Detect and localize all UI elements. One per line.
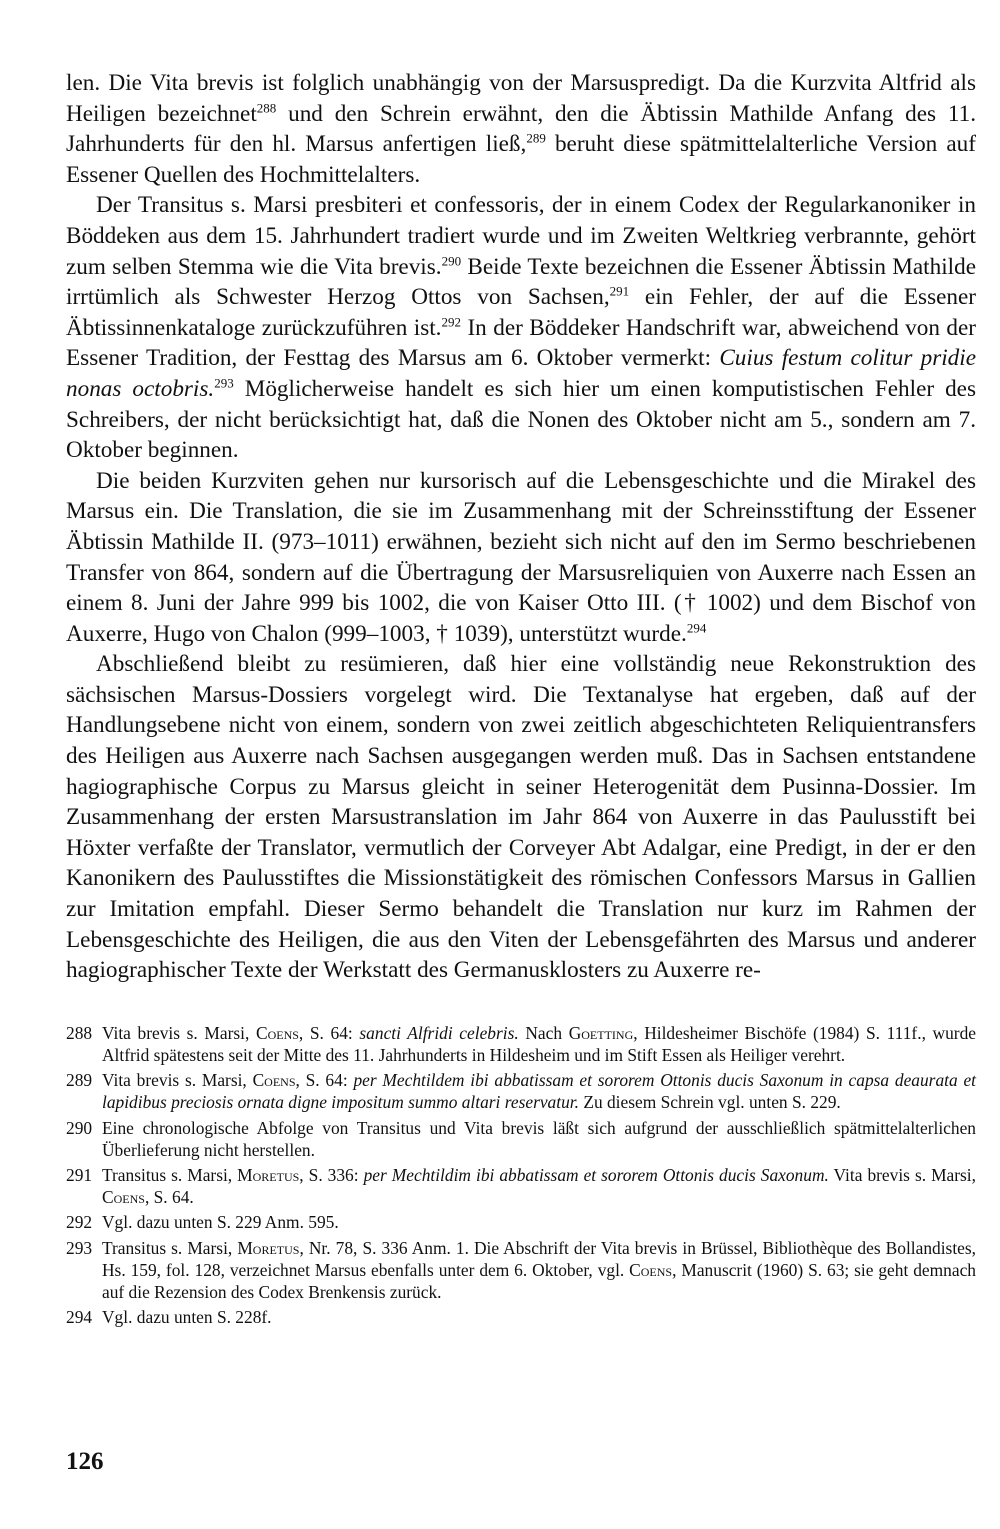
footnote-290	[66, 1117, 976, 1161]
paragraph-3	[66, 466, 976, 650]
text-run: Beide Texte bezeichnen die Essener Äbtissin Mathilde irrtümlich als Schwester Herzog Ottos von Sachsen,	[66, 253, 976, 311]
author-name: Coens	[252, 1070, 296, 1091]
text-run: Zu diesem Schrein vgl. unten S. 229.	[578, 1092, 841, 1113]
footnote-ref: 290	[441, 252, 462, 268]
paragraph-4	[66, 649, 976, 986]
footnote-291	[66, 1164, 976, 1208]
author-name: Coens	[255, 1022, 299, 1043]
footnote-294	[66, 1306, 976, 1328]
footnote-text	[102, 1211, 976, 1233]
footnote-number: 288	[66, 1022, 93, 1043]
page-number: 126	[66, 1448, 104, 1475]
text-run: ein Fehler, der auf die Essener Äbtissinnenkataloge zurückzuführen ist.	[66, 284, 976, 341]
footnote-text	[102, 1069, 976, 1113]
footnote-293	[66, 1237, 976, 1304]
text-run: und den Schrein erwähnt, den die Äbtissin Mathilde Anfang des 11. Jahrhunderts für den hl. Marsus anfertigen ließ,	[66, 100, 976, 158]
italic-text: per Mechtildem ibi abbatissam et sororem Ottonis ducis Saxonum in capsa deaurata et lapidibus preciosis ornata digne impositum summo altari reservatur.	[102, 1070, 977, 1113]
footnote-ref: 288	[256, 99, 277, 115]
author-name: Coens	[102, 1187, 145, 1208]
text-run: Der Transitus s. Marsi presbiteri et confessoris, der in einem Codex der Regularkanoniker in Böddeken aus dem 15. Jahrhundert tradiert wurde und im Zweiten Weltkrieg verbrannte, gehört zum selben Stemma wie die Vita brevis.	[66, 192, 976, 280]
text-run: Transitus s. Marsi,	[102, 1165, 238, 1186]
author-name: Moretus	[237, 1237, 300, 1258]
text-run: , Nr. 78, S. 336 Anm. 1. Die Abschrift der Vita brevis in Brüssel, Bibliothèque des Bollandistes, Hs. 159, fol. 128, verzeichnet Marsus ebenfalls unter dem 6. Oktober, vgl.	[102, 1237, 976, 1280]
author-name: Moretus	[237, 1165, 300, 1186]
text-run: , Hildesheimer Bischöfe (1984) S. 111f., wurde Altfrid spätestens seit der Mitte des 11. Jahrhunderts in Hildesheim und im Stift Essen als Heiliger verehrt.	[102, 1022, 977, 1066]
text-run: , S. 64:	[298, 1022, 360, 1043]
footnote-text	[102, 1237, 976, 1304]
footnote-number: 289	[66, 1070, 93, 1091]
footnote-number: 294	[66, 1307, 93, 1328]
author-name: Goetting	[568, 1022, 634, 1043]
body-text	[66, 68, 976, 986]
text-run: Transitus s. Marsi,	[102, 1237, 238, 1258]
footnote-ref: 292	[441, 314, 461, 330]
text-run: , Manuscrit (1960) S. 63; sie geht demnach auf die Rezension des Codex Brenkensis zurück.	[102, 1259, 976, 1303]
italic-text: Cuius festum colitur pridie nonas octobris.	[66, 345, 977, 402]
footnote-288	[66, 1022, 976, 1066]
footnote-number: 291	[66, 1165, 93, 1186]
text-run: , S. 64.	[144, 1187, 194, 1208]
text-run: Vita brevis s. Marsi,	[102, 1070, 253, 1091]
text-run: Nach	[518, 1022, 569, 1043]
text-run: Abschließend bleibt zu resümieren, daß hier eine vollständig neue Rekonstruktion des sächsischen Marsus-Dossiers vorgelegt wird. Die Textanalyse hat ergeben, daß auf der Handlungsebene nicht von einem, sondern von zwei zeitlich abgeschichteten Reliquientransfers des Heiligen aus Auxerre nach Sachsen ausgegangen werden muß. Das in Sachsen entstandene hagiographische Corpus zu Marsus gleicht in seiner Heterogenität dem Pusinna-Dossier. Im Zusammenhang der ersten Marsustranslation im Jahr 864 von Auxerre in das Paulusstift bei Höxter verfaßte der Translator, vermutlich der Corveyer Abt Adalgar, eine Predigt, in der er den Kanonikern des Paulusstiftes die Missionstätigkeit des römischen Confessors Marsus in Gallien zur Imitation empfahl. Dieser Sermo behandelt die Translation nur kurz im Rahmen der Lebensgeschichte des Heiligen, die aus den Viten der Lebensgefährten des Marsus und anderer hagiographischer Texte der Werkstatt des Germanusklosters zu Auxerre re-	[66, 651, 976, 984]
paragraph-2	[66, 190, 976, 465]
text-run: Vgl. dazu unten S. 228f.	[102, 1307, 272, 1328]
text-run: Eine chronologische Abfolge von Transitus und Vita brevis läßt sich aufgrund der ausschließlich spätmittelalterlichen Überlieferung nicht herstellen.	[102, 1117, 976, 1160]
text-run: Vita brevis s. Marsi,	[828, 1165, 976, 1186]
text-run: In der Böddeker Handschrift war, abweichend von der Essener Tradition, der Festtag des Marsus am 6. Oktober vermerkt:	[66, 314, 976, 372]
footnote-ref: 293	[214, 375, 234, 391]
footnote-ref: 294	[686, 619, 707, 635]
author-name: Coens	[629, 1259, 673, 1280]
text-run: len. Die Vita brevis ist folglich unabhängig von der Marsuspredigt. Da die Kurzvita Altfrid als Heiligen bezeichnet	[66, 70, 976, 127]
footnote-text	[102, 1022, 976, 1066]
page-content	[66, 68, 976, 1331]
footnotes	[66, 1022, 976, 1329]
footnote-text	[102, 1117, 976, 1161]
footnote-number: 293	[66, 1237, 93, 1258]
text-run: beruht diese spätmittelalterliche Version auf Essener Quellen des Hochmittelalters.	[66, 131, 976, 188]
text-run: Vgl. dazu unten S. 229 Anm. 595.	[102, 1212, 339, 1233]
footnote-289	[66, 1069, 976, 1113]
text-run: Vita brevis s. Marsi,	[102, 1022, 256, 1043]
text-run: Möglicherweise handelt es sich hier um einen komputistischen Fehler des Schreibers, der nicht berücksichtigt hat, daß die Nonen des Oktober nicht am 5., sondern am 7. Oktober beginnen.	[66, 375, 976, 464]
text-run: , S. 336:	[299, 1165, 364, 1186]
footnote-ref: 289	[526, 130, 546, 146]
text-run: , S. 64:	[295, 1070, 354, 1091]
paragraph-1	[66, 68, 976, 190]
text-run: Die beiden Kurzviten gehen nur kursorisch auf die Lebensgeschichte und die Mirakel des Marsus ein. Die Translation, die sie im Zusammenhang mit der Schreinsstiftung der Essener Äbtissin Mathilde II. (973–1011) erwähnen, bezieht sich nicht auf den im Sermo beschriebenen Transfer von 864, sondern auf die Übertragung der Marsusreliquien von Auxerre nach Essen an einem 8. Juni der Jahre 999 bis 1002, die von Kaiser Otto III. († 1002) und dem Bischof von Auxerre, Hugo von Chalon (999–1003, † 1039), unterstützt wurde.	[66, 467, 976, 647]
footnote-text	[102, 1306, 976, 1328]
footnote-ref: 291	[609, 283, 630, 299]
italic-text: per Mechtildim ibi abbatissam et sororem Ottonis ducis Saxonum.	[363, 1165, 829, 1186]
footnote-number: 290	[66, 1117, 93, 1138]
italic-text: sancti Alfridi celebris.	[359, 1022, 519, 1043]
footnote-292	[66, 1211, 976, 1233]
footnote-number: 292	[66, 1212, 93, 1233]
footnote-text	[102, 1164, 976, 1208]
